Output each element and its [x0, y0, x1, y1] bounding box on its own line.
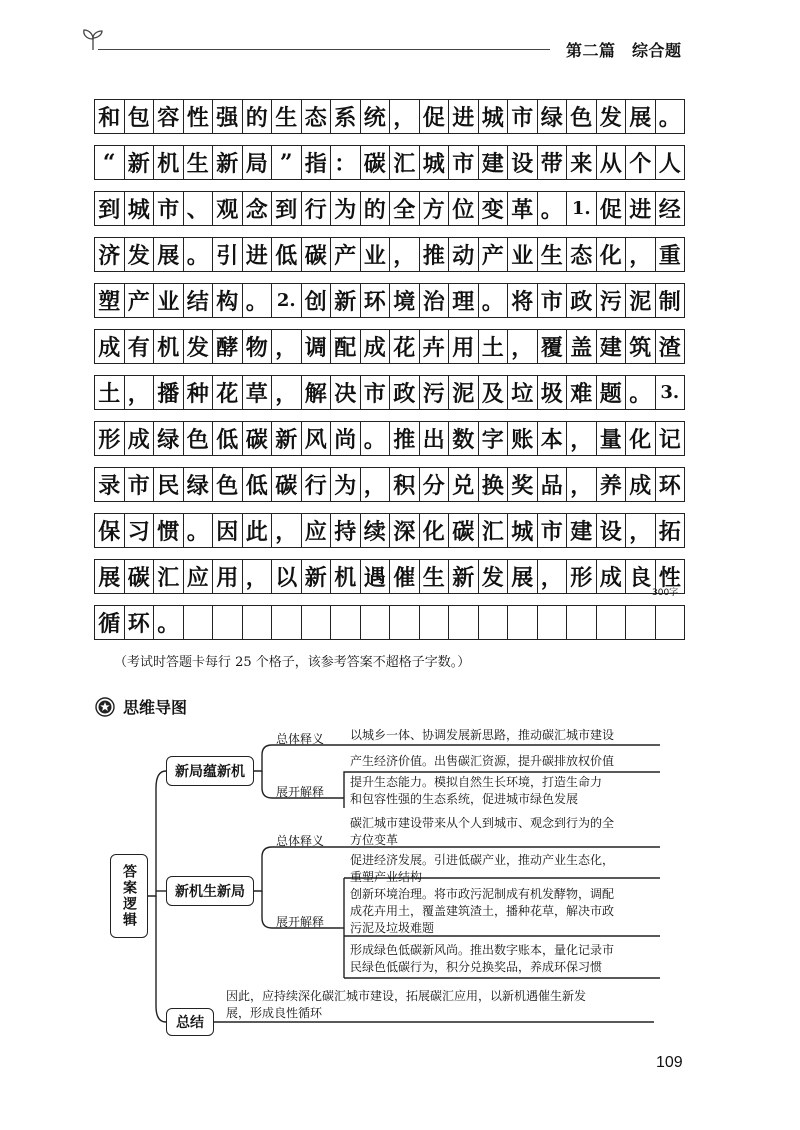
essay-cell: 换: [479, 468, 509, 501]
essay-cell: 碳: [272, 468, 302, 501]
essay-cell: 。: [184, 514, 214, 547]
essay-cell: 成: [626, 468, 656, 501]
essay-cell: 结: [184, 284, 214, 317]
essay-cell: 保: [95, 514, 125, 547]
essay-cell: 方: [420, 192, 450, 225]
essay-cell: 成: [597, 560, 627, 593]
essay-cell: 生: [272, 100, 302, 133]
b2-expand-line-1: 促进经济发展。引进低碳产业，推动产业生态化，: [350, 853, 615, 867]
essay-cell: 性: [656, 560, 686, 593]
grid-note: （考试时答题卡每行 25 个格子，该参考答案不超格子字数。）: [114, 655, 471, 670]
essay-cell: 城: [125, 192, 155, 225]
essay-cell: 机: [331, 560, 361, 593]
essay-cell: 构: [213, 284, 243, 317]
essay-cell: 此: [243, 514, 273, 547]
essay-cell: 种: [184, 376, 214, 409]
essay-cell: ，: [567, 468, 597, 501]
essay-cell: 新: [213, 146, 243, 179]
essay-cell: 调: [302, 330, 332, 363]
b1-tag-overview: 总体释义: [276, 732, 325, 746]
essay-cell: 为: [331, 468, 361, 501]
essay-cell: 市: [538, 514, 568, 547]
essay-cell: 发: [597, 100, 627, 133]
essay-cell: 成: [95, 330, 125, 363]
essay-cell: ，: [626, 238, 656, 271]
essay-cell: 生: [420, 560, 450, 593]
essay-cell: 到: [272, 192, 302, 225]
essay-cell: 品: [538, 468, 568, 501]
essay-cell: 循: [95, 606, 125, 639]
connector-root-b1: [148, 771, 166, 896]
essay-cell: 的: [361, 192, 391, 225]
mindmap-root: 答案逻辑: [110, 854, 148, 938]
essay-cell: 深: [390, 514, 420, 547]
essay-cell: 污: [597, 284, 627, 317]
essay-cell: 录: [95, 468, 125, 501]
essay-cell: 城: [420, 146, 450, 179]
essay-cell: 带: [538, 146, 568, 179]
essay-cell: 济: [95, 238, 125, 271]
essay-cell: 绿: [154, 422, 184, 455]
essay-cell: 展: [626, 100, 656, 133]
essay-cell: 的: [243, 100, 273, 133]
essay-cell: 创: [302, 284, 332, 317]
essay-cell: 色: [567, 100, 597, 133]
essay-cell: ，: [626, 514, 656, 547]
essay-cell: 卉: [420, 330, 450, 363]
essay-cell: 碳: [243, 422, 273, 455]
b1-tag-expand: 展开解释: [276, 785, 325, 799]
essay-cell: 系: [331, 100, 361, 133]
essay-cell: 新: [272, 422, 302, 455]
essay-cell: 记: [656, 422, 686, 455]
essay-cell: 指: [302, 146, 332, 179]
connector-b1-sub: [254, 745, 340, 771]
essay-cell: 花: [390, 330, 420, 363]
essay-cell: 态: [567, 238, 597, 271]
essay-cell: 难: [567, 376, 597, 409]
essay-cell: 新: [331, 284, 361, 317]
b3-line-2: 展，形成良性循环: [226, 1006, 323, 1020]
essay-cell: 圾: [538, 376, 568, 409]
essay-cell: 业: [508, 238, 538, 271]
essay-cell: 养: [597, 468, 627, 501]
essay-cell: 。: [154, 606, 184, 639]
essay-cell: 为: [331, 192, 361, 225]
essay-cell: 。: [361, 422, 391, 455]
essay-cell: 产: [331, 238, 361, 271]
essay-cell: 续: [361, 514, 391, 547]
essay-cell: 民: [154, 468, 184, 501]
essay-cell: 个: [626, 146, 656, 179]
essay-cell: 解: [302, 376, 332, 409]
essay-cell: 播: [154, 376, 184, 409]
essay-cell: 应: [184, 560, 214, 593]
essay-cell: ”: [272, 146, 302, 179]
essay-cell: 量: [597, 422, 627, 455]
connector-root-b3: [156, 896, 166, 1022]
essay-cell: 行: [302, 192, 332, 225]
essay-cell: 进: [449, 100, 479, 133]
essay-cell: 奖: [508, 468, 538, 501]
essay-cell: 局: [243, 146, 273, 179]
essay-cell: 土: [95, 376, 125, 409]
essay-cell: 筑: [626, 330, 656, 363]
essay-cell: 业: [154, 284, 184, 317]
essay-cell: ，: [243, 560, 273, 593]
essay-cell: 新: [125, 146, 155, 179]
essay-cell: 建: [597, 330, 627, 363]
essay-cell: 花: [213, 376, 243, 409]
essay-cell: 应: [302, 514, 332, 547]
essay-cell: 引: [213, 238, 243, 271]
essay-cell: 重: [656, 238, 686, 271]
essay-cell: 遇: [361, 560, 391, 593]
essay-cell: 展: [95, 560, 125, 593]
b2-overview-line-2: 方位变革: [350, 833, 399, 847]
essay-cell: 。: [656, 100, 686, 133]
essay-cell: 绿: [538, 100, 568, 133]
essay-cell: 发: [125, 238, 155, 271]
essay-cell: 用: [449, 330, 479, 363]
essay-cell: 。: [538, 192, 568, 225]
essay-cell: 土: [479, 330, 509, 363]
b2-tag-overview: 总体释义: [276, 834, 325, 848]
essay-cell: 政: [390, 376, 420, 409]
essay-cell: 念: [243, 192, 273, 225]
essay-cell: 生: [538, 238, 568, 271]
essay-cell: 成: [125, 422, 155, 455]
essay-cell: 数: [449, 422, 479, 455]
essay-cell: 发: [479, 560, 509, 593]
essay-cell: ，: [390, 100, 420, 133]
essay-cell: 展: [154, 238, 184, 271]
essay-cell: 政: [567, 284, 597, 317]
essay-cell: 配: [331, 330, 361, 363]
essay-cell: 理: [449, 284, 479, 317]
b2-tag-expand: 展开解释: [276, 915, 325, 929]
essay-cell: 推: [390, 422, 420, 455]
essay-cell: 良: [626, 560, 656, 593]
essay-cell: 环: [361, 284, 391, 317]
essay-cell: 及: [479, 376, 509, 409]
essay-cell: 尚: [331, 422, 361, 455]
branch-summary: 总结: [166, 1008, 214, 1036]
essay-cell: 。: [626, 376, 656, 409]
essay-cell: 城: [479, 100, 509, 133]
essay-cell: ，: [567, 422, 597, 455]
essay-cell: ，: [538, 560, 568, 593]
essay-cell: 。: [243, 284, 273, 317]
essay-cell: 碳: [302, 238, 332, 271]
essay-cell: 新: [302, 560, 332, 593]
b2-expand-line-4: 成花卉用土，覆盖建筑渣土，播种花草，解决市政: [350, 904, 615, 918]
essay-cell: ，: [272, 330, 302, 363]
essay-cell: 经: [656, 192, 686, 225]
essay-cell: 动: [449, 238, 479, 271]
essay-cell: 境: [390, 284, 420, 317]
essay-cell: 低: [213, 422, 243, 455]
essay-cell: 来: [567, 146, 597, 179]
essay-cell: 推: [420, 238, 450, 271]
essay-cell: 城: [508, 514, 538, 547]
essay-cell: 市: [125, 468, 155, 501]
essay-cell: 位: [449, 192, 479, 225]
mindmap-title: 思维导图: [123, 698, 188, 717]
b2-expand-line-3: 创新环境治理。将市政污泥制成有机发酵物，调配: [350, 887, 615, 901]
essay-cell: 物: [243, 330, 273, 363]
section-label: 第二篇 综合题: [566, 41, 682, 60]
essay-cell: 出: [420, 422, 450, 455]
essay-cell: 环: [656, 468, 686, 501]
essay-cell: 草: [243, 376, 273, 409]
essay-cell: 分: [420, 468, 450, 501]
essay-cell: 决: [331, 376, 361, 409]
essay-cell: 兑: [449, 468, 479, 501]
essay-cell: 新: [449, 560, 479, 593]
essay-cell: 到: [95, 192, 125, 225]
essay-cell: 发: [184, 330, 214, 363]
essay-cell: ，: [125, 376, 155, 409]
essay-cell: “: [95, 146, 125, 179]
branch-new-situation: 新局蕴新机: [166, 756, 254, 786]
essay-cell: 绿: [184, 468, 214, 501]
b2-expand-line-5: 污泥及垃圾难题: [350, 921, 435, 935]
essay-cell: 2.: [272, 284, 302, 317]
essay-cell: 机: [154, 146, 184, 179]
essay-cell: 环: [125, 606, 155, 639]
essay-cell: 性: [184, 100, 214, 133]
essay-cell: 覆: [538, 330, 568, 363]
essay-cell: ：: [331, 146, 361, 179]
essay-cell: 市: [508, 100, 538, 133]
essay-cell: 拓: [656, 514, 686, 547]
essay-cell: 泥: [449, 376, 479, 409]
essay-cell: 低: [243, 468, 273, 501]
b2-expand-line-7: 民绿色低碳行为，积分兑换奖品，养成环保习惯: [350, 960, 603, 974]
essay-cell: 3.: [656, 376, 686, 409]
essay-cell: ，: [361, 468, 391, 501]
essay-cell: 碳: [449, 514, 479, 547]
essay-cell: 全: [390, 192, 420, 225]
connector-b2-sub: [254, 847, 340, 891]
essay-cell: 建: [479, 146, 509, 179]
essay-cell: 市: [449, 146, 479, 179]
essay-cell: 和: [95, 100, 125, 133]
essay-cell: 治: [420, 284, 450, 317]
page-number: 109: [656, 1054, 683, 1071]
essay-cell: 汇: [390, 146, 420, 179]
branch-new-opportunity: 新机生新局: [166, 876, 254, 906]
essay-cell: 。: [479, 284, 509, 317]
essay-cell: 1.: [567, 192, 597, 225]
essay-cell: 色: [184, 422, 214, 455]
essay-cell: 生: [184, 146, 214, 179]
b1-overview-line-1: 以城乡一体、协调发展新思路，推动碳汇城市建设: [350, 728, 615, 742]
essay-cell: 统: [361, 100, 391, 133]
b1-expand-line-1: 产生经济价值。出售碳汇资源，提升碳排放权价值: [350, 754, 615, 768]
b2-expand-line-6: 形成绿色低碳新风尚。推出数字账本，量化记录市: [350, 943, 615, 957]
essay-cell: 产: [479, 238, 509, 271]
essay-cell: 惯: [154, 514, 184, 547]
b1-expand-line-3: 和包容性强的生态系统，促进城市绿色发展: [350, 792, 579, 806]
essay-cell: 变: [479, 192, 509, 225]
essay-cell: 业: [361, 238, 391, 271]
b3-line-1: 因此，应持续深化碳汇城市建设，拓展碳汇应用，以新机遇催生新发: [226, 989, 587, 1003]
essay-cell: 产: [125, 284, 155, 317]
essay-cell: 化: [597, 238, 627, 271]
essay-cell: 形: [567, 560, 597, 593]
essay-cell: 有: [125, 330, 155, 363]
essay-cell: 泥: [626, 284, 656, 317]
essay-cell: 观: [213, 192, 243, 225]
essay-cell: 化: [626, 422, 656, 455]
essay-cell: 革: [508, 192, 538, 225]
essay-cell: 污: [420, 376, 450, 409]
essay-cell: 风: [302, 422, 332, 455]
essay-cell: 以: [272, 560, 302, 593]
essay-cell: 用: [213, 560, 243, 593]
essay-cell: 碳: [125, 560, 155, 593]
essay-cell: 机: [154, 330, 184, 363]
essay-cell: 包: [125, 100, 155, 133]
essay-cell: 成: [361, 330, 391, 363]
essay-cell: ，: [272, 376, 302, 409]
essay-cell: 持: [331, 514, 361, 547]
essay-cell: 强: [213, 100, 243, 133]
essay-cell: 进: [243, 238, 273, 271]
essay-cell: 人: [656, 146, 686, 179]
essay-cell: 盖: [567, 330, 597, 363]
essay-cell: 形: [95, 422, 125, 455]
essay-cell: 账: [508, 422, 538, 455]
essay-cell: 进: [626, 192, 656, 225]
essay-cell: 汇: [479, 514, 509, 547]
b2-expand-line-2: 重塑产业结构: [350, 870, 423, 884]
essay-cell: 字: [479, 422, 509, 455]
essay-cell: 设: [597, 514, 627, 547]
essay-cell: 设: [508, 146, 538, 179]
essay-cell: 行: [302, 468, 332, 501]
word-count-label: 300字: [652, 588, 679, 598]
essay-cell: 态: [302, 100, 332, 133]
essay-cell: 渣: [656, 330, 686, 363]
essay-cell: 从: [597, 146, 627, 179]
essay-cell: ，: [508, 330, 538, 363]
essay-cell: 。: [184, 238, 214, 271]
essay-cell: 展: [508, 560, 538, 593]
essay-cell: 制: [656, 284, 686, 317]
essay-cell: 催: [390, 560, 420, 593]
essay-cell: 将: [508, 284, 538, 317]
b1-expand-line-2: 提升生态能力。模拟自然生长环境，打造生命力: [350, 775, 603, 789]
b2-overview-line-1: 碳汇城市建设带来从个人到城市、观念到行为的全: [350, 816, 615, 830]
essay-cell: 积: [390, 468, 420, 501]
essay-cell: 建: [567, 514, 597, 547]
essay-cell: 本: [538, 422, 568, 455]
essay-cell: 市: [154, 192, 184, 225]
essay-cell: ，: [272, 514, 302, 547]
essay-cell: 色: [213, 468, 243, 501]
essay-cell: 因: [213, 514, 243, 547]
essay-cell: 市: [361, 376, 391, 409]
essay-cell: ，: [390, 238, 420, 271]
essay-cell: 题: [597, 376, 627, 409]
essay-cell: 低: [272, 238, 302, 271]
essay-cell: 促: [597, 192, 627, 225]
essay-cell: 市: [538, 284, 568, 317]
essay-cell: 汇: [154, 560, 184, 593]
essay-cell: 垃: [508, 376, 538, 409]
essay-cell: 容: [154, 100, 184, 133]
essay-cell: 习: [125, 514, 155, 547]
essay-cell: 塑: [95, 284, 125, 317]
essay-cell: 酵: [213, 330, 243, 363]
essay-cell: 化: [420, 514, 450, 547]
essay-cell: 碳: [361, 146, 391, 179]
essay-cell: 、: [184, 192, 214, 225]
essay-cell: 促: [420, 100, 450, 133]
